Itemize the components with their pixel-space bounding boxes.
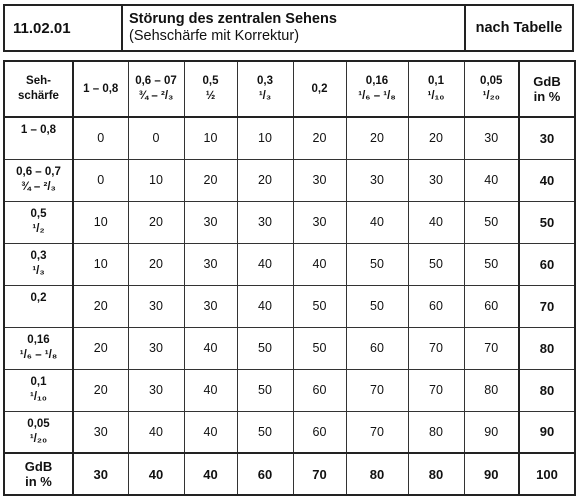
gdb-value-cell: 30: [408, 159, 464, 201]
section-subtitle: (Sehschärfe mit Korrektur): [129, 28, 300, 44]
column-header: [128, 61, 184, 117]
table-header: [3, 4, 574, 52]
column-header-line: 0,05: [480, 75, 503, 87]
row-header-line: ¹/₆ – ¹/₈: [19, 348, 58, 361]
gdb-value-cell: 10: [128, 159, 184, 201]
gdb-column-header-line: GdB: [533, 74, 561, 89]
gdb-value-cell: 10: [184, 117, 237, 159]
gdb-summary-cell: 80: [408, 453, 464, 495]
column-header: [73, 61, 128, 117]
column-header-line: ¾ – ²/₃: [138, 90, 174, 102]
column-header-line: ¹/₁₀: [427, 90, 445, 102]
gdb-value-cell: 70: [346, 411, 408, 453]
gdb-value-cell: 30: [184, 243, 237, 285]
column-header: [408, 61, 464, 117]
gdb-value-cell: 50: [237, 369, 293, 411]
row-header: [4, 117, 73, 159]
gdb-summary-cell: 80: [346, 453, 408, 495]
row-gdb-cell: 80: [519, 327, 575, 369]
row-header: [4, 201, 73, 243]
gdb-value-cell: 30: [293, 201, 346, 243]
column-header: [184, 61, 237, 117]
gdb-value-cell: 60: [293, 369, 346, 411]
column-header: [293, 61, 346, 117]
gdb-summary-cell: 40: [184, 453, 237, 495]
gdb-value-cell: 90: [464, 411, 519, 453]
gdb-value-cell: 20: [73, 285, 128, 327]
row-header-line: 0,3: [30, 249, 47, 262]
column-header-line: 0,6 – 07: [135, 75, 177, 87]
gdb-value-cell: 0: [73, 117, 128, 159]
section-title: Störung des zentralen Sehens: [129, 11, 337, 27]
gdb-value-cell: 20: [73, 327, 128, 369]
gdb-value-cell: 50: [346, 243, 408, 285]
reference-label: nach Tabelle: [475, 20, 563, 36]
gdb-value-cell: 50: [408, 243, 464, 285]
table-row: [4, 327, 575, 369]
gdb-value-cell: 30: [293, 159, 346, 201]
gdb-value-cell: 30: [346, 159, 408, 201]
gdb-value-cell: 30: [128, 327, 184, 369]
table-row: [4, 243, 575, 285]
gdb-value-cell: 70: [408, 369, 464, 411]
row-header: [4, 159, 73, 201]
row-gdb-cell: 80: [519, 369, 575, 411]
gdb-value-cell: 80: [408, 411, 464, 453]
row-header-line: 0,16: [27, 333, 50, 346]
gdb-summary-cell: 30: [73, 453, 128, 495]
gdb-value-cell: 0: [128, 117, 184, 159]
column-header-line: ¹/₃: [258, 90, 272, 102]
gdb-value-cell: 10: [73, 243, 128, 285]
gdb-value-cell: 20: [408, 117, 464, 159]
gdb-value-cell: 60: [293, 411, 346, 453]
gdb-value-cell: 60: [346, 327, 408, 369]
row-header: [4, 369, 73, 411]
row-header-line: ¹/₂: [32, 222, 45, 235]
gdb-value-cell: 30: [128, 285, 184, 327]
column-header-line: 0,16: [365, 75, 389, 87]
gdb-value-cell: 10: [237, 117, 293, 159]
gdb-summary-row: [4, 453, 575, 495]
gdb-table: [3, 60, 576, 496]
row-gdb-cell: 70: [519, 285, 575, 327]
gdb-value-cell: 30: [128, 369, 184, 411]
row-header-line: ¹/₂₀: [29, 432, 48, 445]
table-row: [4, 201, 575, 243]
gdb-value-cell: 50: [237, 411, 293, 453]
gdb-value-cell: 40: [346, 201, 408, 243]
gdb-value-cell: 40: [184, 327, 237, 369]
gdb-value-cell: 50: [464, 201, 519, 243]
row-header-line: 0,2: [30, 291, 47, 304]
gdb-value-cell: 20: [128, 201, 184, 243]
column-header-line: 0,3: [257, 75, 273, 87]
gdb-column-header: [519, 61, 575, 117]
column-header: [346, 61, 408, 117]
column-header-line: ½: [205, 90, 216, 102]
gdb-value-cell: 50: [293, 327, 346, 369]
gdb-summary-cell: 90: [464, 453, 519, 495]
table-row: [4, 369, 575, 411]
gdb-value-cell: 50: [293, 285, 346, 327]
row-gdb-cell: 40: [519, 159, 575, 201]
table-row: [4, 411, 575, 453]
gdb-value-cell: 50: [237, 327, 293, 369]
column-header-line: ¹/₆ – ¹/₈: [358, 90, 396, 102]
gdb-value-cell: 40: [237, 243, 293, 285]
gdb-value-cell: 40: [184, 411, 237, 453]
row-header-line: 0,6 – 0,7: [16, 165, 61, 178]
gdb-value-cell: 10: [73, 201, 128, 243]
row-gdb-cell: 90: [519, 411, 575, 453]
gdb-summary-cell: 70: [293, 453, 346, 495]
row-header: [4, 327, 73, 369]
gdb-value-cell: 30: [237, 201, 293, 243]
row-header-line: 0,05: [27, 417, 50, 430]
gdb-value-cell: 50: [464, 243, 519, 285]
gdb-value-cell: 20: [346, 117, 408, 159]
gdb-value-cell: 20: [293, 117, 346, 159]
gdb-value-cell: 20: [237, 159, 293, 201]
column-header-line: ¹/₂₀: [482, 90, 500, 102]
gdb-value-cell: 40: [293, 243, 346, 285]
gdb-value-cell: 40: [184, 369, 237, 411]
table-row: [4, 285, 575, 327]
column-header-line: 0,1: [428, 75, 444, 87]
column-header-line: 0,2: [311, 82, 328, 95]
gdb-value-cell: 70: [346, 369, 408, 411]
gdb-value-cell: 60: [408, 285, 464, 327]
gdb-value-cell: 80: [464, 369, 519, 411]
gdb-value-cell: 40: [464, 159, 519, 201]
gdb-total-cell: 100: [519, 453, 575, 495]
gdb-value-cell: 30: [184, 285, 237, 327]
column-header: [464, 61, 519, 117]
gdb-value-cell: 30: [464, 117, 519, 159]
row-gdb-cell: 30: [519, 117, 575, 159]
corner-header-line: Seh-: [26, 75, 51, 87]
row-header-line: 0,5: [30, 207, 47, 220]
gdb-value-cell: 40: [237, 285, 293, 327]
gdb-row-header-line: in %: [25, 474, 52, 489]
gdb-value-cell: 70: [408, 327, 464, 369]
row-header-line: ¹/₁₀: [30, 390, 47, 403]
table-row: [4, 159, 575, 201]
row-header-line: ¾ – ²/₃: [21, 180, 56, 193]
gdb-row-header-line: GdB: [24, 459, 53, 474]
column-header-line: 0,5: [202, 75, 219, 87]
gdb-value-cell: 30: [184, 201, 237, 243]
corner-header-line: schärfe: [18, 90, 59, 102]
gdb-value-cell: 20: [73, 369, 128, 411]
gdb-value-cell: 0: [73, 159, 128, 201]
row-header: [4, 411, 73, 453]
gdb-value-cell: 40: [408, 201, 464, 243]
row-header-line: 0,1: [30, 375, 47, 388]
gdb-summary-cell: 40: [128, 453, 184, 495]
gdb-value-cell: 20: [128, 243, 184, 285]
gdb-row-header: [4, 453, 73, 495]
gdb-value-cell: 60: [464, 285, 519, 327]
column-header-line: 1 – 0,8: [83, 82, 119, 95]
row-header-line: 1 – 0,8: [20, 124, 57, 136]
row-gdb-cell: 60: [519, 243, 575, 285]
row-header: [4, 285, 73, 327]
gdb-value-cell: 20: [184, 159, 237, 201]
row-header-line: ¹/₃: [32, 264, 45, 277]
gdb-value-cell: 70: [464, 327, 519, 369]
row-header: [4, 243, 73, 285]
table-row: [4, 117, 575, 159]
gdb-value-cell: 40: [128, 411, 184, 453]
section-code: 11.02.01: [5, 6, 123, 50]
gdb-summary-cell: 60: [237, 453, 293, 495]
gdb-value-cell: 30: [73, 411, 128, 453]
gdb-value-cell: 50: [346, 285, 408, 327]
corner-header: [4, 61, 73, 117]
gdb-column-header-line: in %: [533, 89, 561, 104]
column-header: [237, 61, 293, 117]
section-title-block: [123, 6, 466, 50]
row-gdb-cell: 50: [519, 201, 575, 243]
